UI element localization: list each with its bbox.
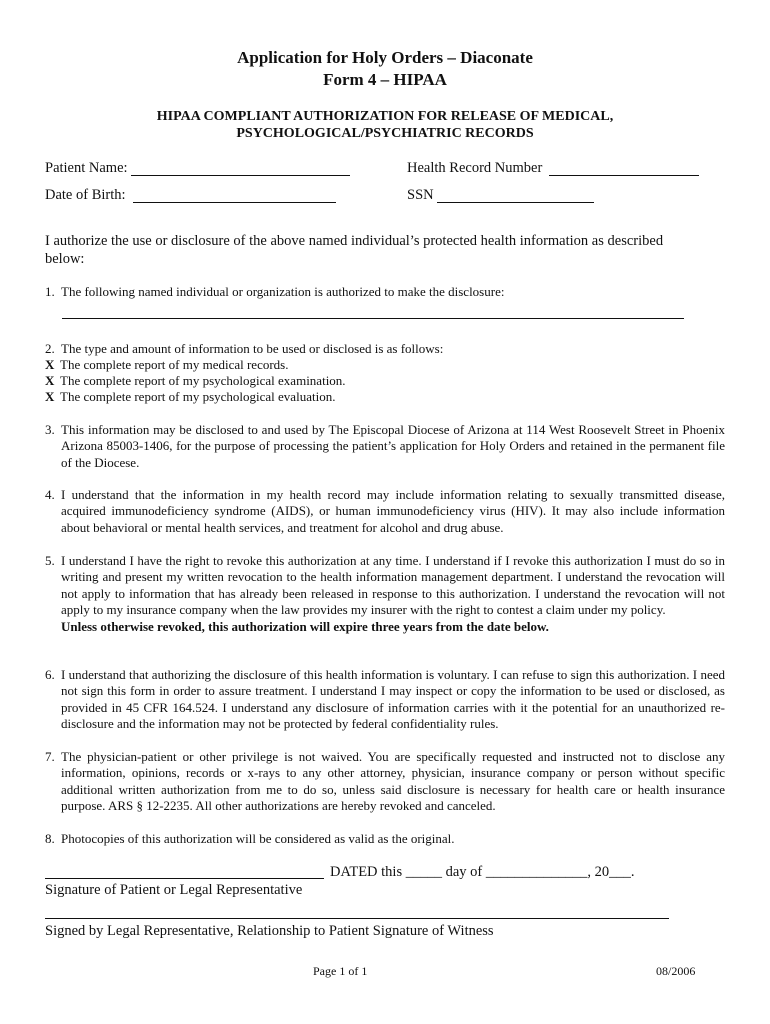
dated-line: DATED this _____ day of ______________, 20___. — [330, 864, 635, 880]
item-6-text: I understand that authorizing the disclosure of this health information is voluntary. I can refuse to sign this authorization. I need not sign this form in order to assure treatment. I understand I may inspect or copy the information to be used or disclosed, as provided in 45 CFR 164.524. I understand any disclosure of information carries with it the potential for an unauthorized re-disclosure and the information may not be protected by federal confidentiality rules. — [61, 667, 725, 732]
item-1 — [45, 284, 725, 302]
form-title: Application for Holy Orders – Diaconate — [237, 48, 533, 67]
item-3 — [45, 422, 725, 474]
item-8 — [45, 831, 725, 849]
item-8-number: 8. — [45, 831, 55, 846]
check-mark[interactable]: X — [45, 373, 55, 388]
item-4-text: I understand that the information in my health record may include information relating to sexually transmitted disease, acquired immunodeficiency syndrome (AIDS), or human immunodeficiency virus (HIV). It may also include information about behavioral or mental health services, and treatment for alcohol and drug abuse. — [61, 487, 725, 535]
revision-date: 08/2006 — [656, 964, 696, 978]
item-5-body — [61, 553, 725, 635]
item-5-text: I understand I have the right to revoke this authorization at any time. I understand if I revoke this authorization I must do so in writing and present my written revocation to the health information management department. I understand the revocation will not apply to information that has already been released in response to this authorization. I understand the revocation will not apply to my insurance company when the law provides my insurer with the right to contest a claim under my policy. — [61, 553, 725, 618]
check-item-text: The complete report of my psychological examination. — [60, 373, 346, 388]
witness-signature-field[interactable] — [45, 918, 669, 919]
signature-label: Signature of Patient or Legal Representative — [45, 882, 303, 898]
patient-signature-field[interactable] — [45, 878, 324, 879]
item-2-text: The type and amount of information to be used or disclosed is as follows: — [61, 341, 444, 356]
ssn-label: SSN — [407, 187, 434, 203]
ssn-field[interactable] — [437, 202, 594, 203]
page-number: Page 1 of 1 — [313, 964, 368, 978]
item-6 — [45, 667, 725, 735]
patient-name-label: Patient Name: — [45, 160, 128, 176]
check-item-psych-exam — [45, 373, 346, 389]
section-heading-line1: HIPAA COMPLIANT AUTHORIZATION FOR RELEASE OF MEDICAL, — [156, 109, 614, 124]
health-record-field[interactable] — [549, 175, 699, 176]
item-1-number: 1. — [45, 284, 55, 299]
patient-name-field[interactable] — [131, 175, 350, 176]
dob-field[interactable] — [133, 202, 336, 203]
item-4-number: 4. — [45, 487, 55, 502]
item-7 — [45, 749, 725, 817]
item-2-number: 2. — [45, 341, 55, 356]
item-5-expiration-notice: Unless otherwise revoked, this authorization will expire three years from the date below. — [61, 618, 549, 634]
authorization-intro: I authorize the use or disclosure of the above named individual’s protected health information as described below: — [45, 233, 664, 267]
dob-label: Date of Birth: — [45, 187, 126, 203]
item-5-number: 5. — [45, 553, 55, 568]
check-mark[interactable]: X — [45, 389, 55, 404]
item-7-text: The physician-patient or other privilege is not waived. You are specifically requested and instructed not to disclose any information, opinions, records or x-rays to any other attorney, physician, insurance company or person without specific additional written authorization from me to do so, unless said disclosure is necessary for health care or health insurance purpose. ARS § 12-2235. All other authorizations are hereby revoked and canceled. — [61, 749, 725, 814]
check-item-text: The complete report of my medical records. — [60, 357, 289, 372]
health-record-label: Health Record Number — [407, 160, 543, 176]
item-6-number: 6. — [45, 667, 55, 682]
item-7-number: 7. — [45, 749, 55, 764]
authorized-party-field[interactable] — [62, 318, 684, 319]
item-3-text: This information may be disclosed to and used by The Episcopal Diocese of Arizona at 114 West Roosevelt Street in Phoenix Arizona 85003-1406, for the purpose of processing the patient’s application for Holy Orders and retained in the permanent file of the Diocese. — [61, 422, 725, 470]
check-item-text: The complete report of my psychological evaluation. — [60, 389, 336, 404]
item-8-text: Photocopies of this authorization will be considered as valid as the original. — [61, 831, 455, 846]
item-4 — [45, 487, 725, 539]
section-heading-line2: PSYCHOLOGICAL/PSYCHIATRIC RECORDS — [236, 126, 534, 141]
check-mark[interactable]: X — [45, 357, 55, 372]
item-5 — [45, 553, 725, 653]
witness-label: Signed by Legal Representative, Relationship to Patient Signature of Witness — [45, 923, 494, 939]
form-subtitle-number: Form 4 – HIPAA — [323, 70, 447, 89]
item-1-text: The following named individual or organization is authorized to make the disclosure: — [61, 284, 505, 299]
item-3-number: 3. — [45, 422, 55, 437]
check-item-medical — [45, 357, 289, 373]
check-item-psych-eval — [45, 389, 335, 405]
